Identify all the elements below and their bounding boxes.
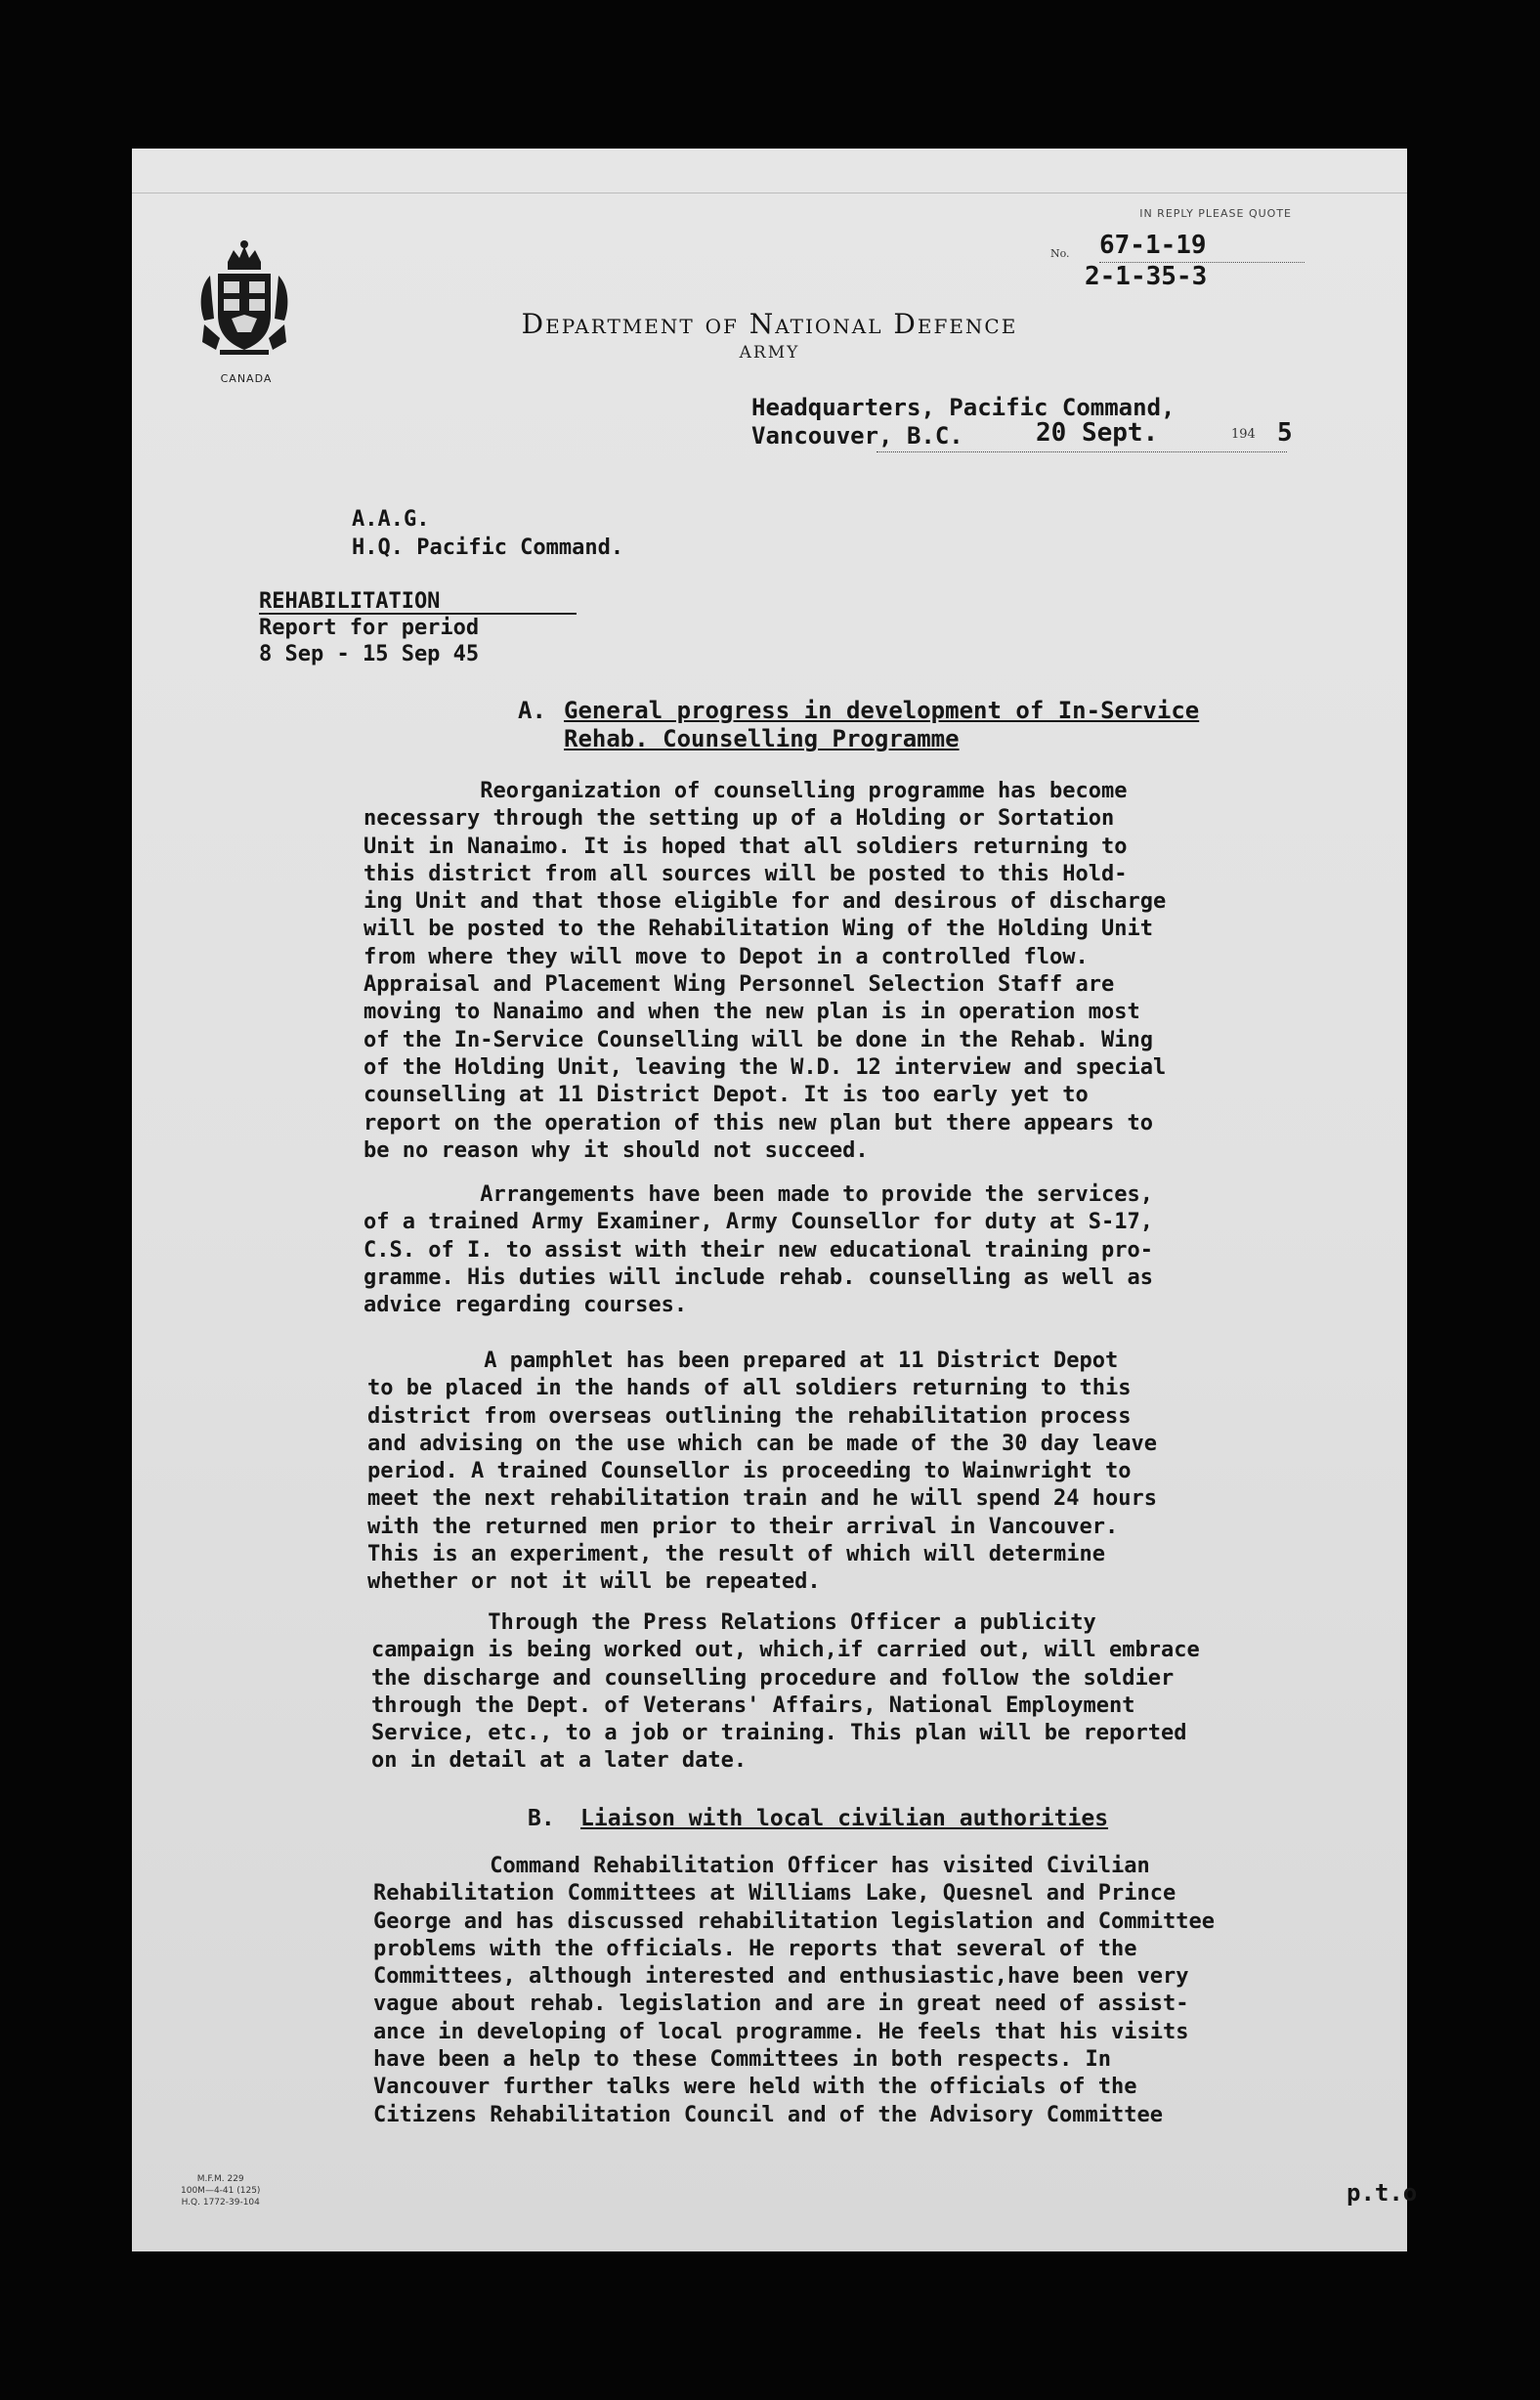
location-line: Vancouver, B.C. — [751, 422, 963, 450]
paragraph-pamphlet: A pamphlet has been prepared at 11 District Depot to be placed in the hands of all soldiers returning to this district from overseas outlining the rehabilitation process and advising on the use which can be made of the 30 day leave period. A trained Counsellor is proceeding to Wainwright to meet the next rehabilitation train and he will spend 24 hours with the returned men prior to their arrival in Vancouver. This is an experiment, the result of which will determine whether or not it will be repeated. — [367, 1349, 1157, 1595]
crest-label: CANADA — [220, 372, 273, 385]
paragraph-publicity: Through the Press Relations Officer a publicity campaign is being worked out, which,if carried out, will embrace the discharge and counselling procedure and follow the soldier through the Dept. of Veterans' Affairs, National Employment Service, etc., to a job or training. This plan will be reported on in detail at a later date. — [371, 1610, 1200, 1774]
recipient-address: A.A.G. H.Q. Pacific Command. — [352, 507, 624, 560]
file-number-primary: 67-1-19 — [1099, 231, 1207, 260]
subject-block: REHABILITATION Report for period 8 Sep - 15 Sep 45 — [259, 589, 480, 666]
paragraph-reorganization: Reorganization of counselling programme has become necessary through the setting up of a Holding or Sortation Unit in Nanaimo. It is hoped that all soldiers returning to this district from all sources will be posted to this Hold- ing Unit and that those eligible for and desirous of discharge will be posted to the Rehabilitation Wing of the Holding Unit from where they will move to Depot in a controlled flow. Appraisal and Placement Wing Personnel Selection Staff are moving to Nanaimo and when the new plan is in operation most of the In-Service Counselling will be done in the Rehab. Wing of the Holding Unit, leaving the W.D. 12 interview and special counselling at 11 District Depot. It is too early yet to report on the operation of this new plan but there appears to be no reason why it should not succeed. — [364, 779, 1167, 1163]
document-page — [132, 149, 1418, 2251]
subject-underline — [259, 613, 577, 615]
hq-line: Headquarters, Pacific Command, — [751, 394, 1176, 421]
date-rule — [877, 451, 1287, 452]
letter-date: 20 Sept. — [1036, 418, 1159, 448]
form-number: M.F.M. 229 100M—4-41 (125) H.Q. 1772-39-104 — [181, 2174, 261, 2207]
file-number-label: No. — [1050, 247, 1070, 260]
department-title: Department of National Defence — [521, 308, 1018, 340]
paragraph-liaison: Command Rehabilitation Officer has visited Civilian Rehabilitation Committees at Williams Lake, Quesnel and Prince George and has discussed rehabilitation legislation and Committee problems with the officials. He reports that several of the Committees, although interested and enthusiastic,have been very vague about rehab. legislation and are in great need of assist- ance in developing of local programme. He feels that his visits have been a help to these Committees in both respects. In Vancouver further talks were held with the officials of the Citizens Rehabilitation Council and of the Advisory Committee — [373, 1854, 1215, 2127]
section-a-title: General progress in development of In-Service Rehab. Counselling Programme — [564, 697, 1200, 752]
file-number-secondary: 2-1-35-3 — [1085, 262, 1208, 291]
paragraph-arrangements: Arrangements have been made to provide the services, of a trained Army Examiner, Army Counsellor for duty at S-17, C.S. of I. to assist with their new educational training pro- gramme. His duties will include rehab. counselling as well as advice regarding courses. — [364, 1182, 1153, 1318]
branch-title: ARMY — [739, 343, 800, 363]
year-digit: 5 — [1277, 418, 1293, 448]
reply-quote-label: IN REPLY PLEASE QUOTE — [1139, 207, 1292, 220]
page-turn-over: p.t.o — [1347, 2179, 1418, 2207]
year-prefix: 194 — [1231, 427, 1256, 442]
section-b-letter: B. — [528, 1806, 555, 1831]
section-b-title: Liaison with local civilian authorities — [580, 1806, 1109, 1831]
section-a-letter: A. — [518, 697, 546, 724]
